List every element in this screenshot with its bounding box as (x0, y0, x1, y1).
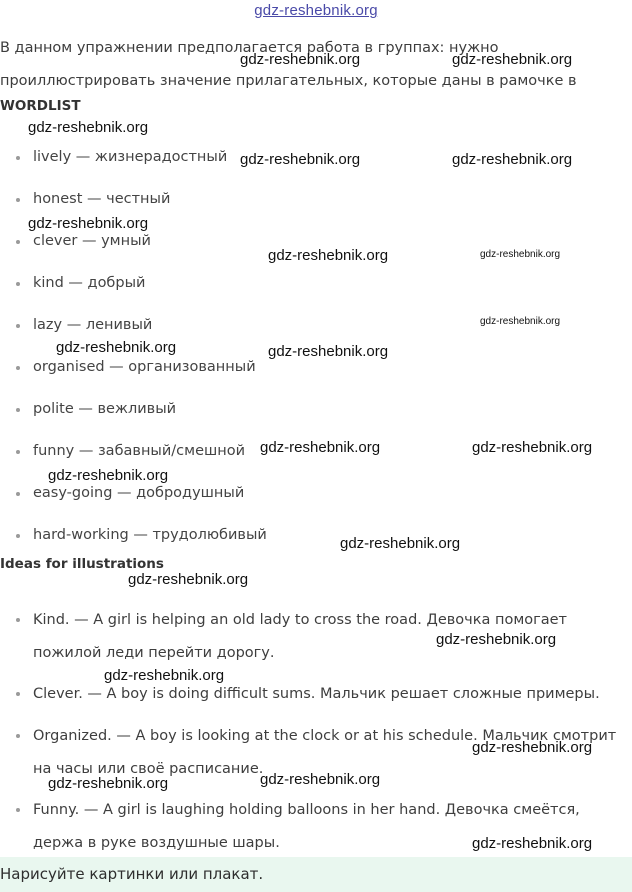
idea-entry: Kind. — A girl is helping an old lady to cross the road. Девочка помогает пожилой леди перейти дорогу. (33, 612, 568, 661)
watermark: gdz-reshebnik.org (452, 51, 573, 68)
list-item (0, 356, 632, 398)
watermark: gdz-reshebnik.org (472, 439, 593, 456)
word-entry: lively — жизнерадостный (33, 149, 228, 165)
watermark: gdz-reshebnik.org (472, 739, 593, 756)
watermark: gdz-reshebnik.org (436, 631, 557, 648)
watermark: gdz-reshebnik.org (268, 247, 389, 264)
bullet-icon (16, 156, 20, 160)
word-entry: lazy — ленивый (33, 317, 153, 333)
watermark: gdz-reshebnik.org (260, 771, 381, 788)
bullet-icon (16, 240, 20, 244)
watermark: gdz-reshebnik.org (260, 439, 381, 456)
bullet-icon (16, 534, 20, 538)
watermark: gdz-reshebnik.org (104, 667, 225, 684)
bullet-icon (16, 366, 20, 370)
bullet-icon (16, 492, 20, 496)
watermark: gdz-reshebnik.org (128, 571, 249, 588)
watermark: gdz-reshebnik.org (48, 467, 169, 484)
watermark: gdz-reshebnik.org (28, 119, 149, 136)
word-entry: kind — добрый (33, 275, 146, 291)
watermark: gdz-reshebnik.org (240, 151, 361, 168)
bullet-icon (16, 408, 20, 412)
bullet-icon (16, 808, 20, 812)
bullet-icon (16, 450, 20, 454)
word-entry: organised — организованный (33, 359, 256, 375)
wordlist-heading: WORDLIST (0, 98, 81, 114)
bullet-icon (16, 618, 20, 622)
idea-entry: Clever. — A boy is doing difficult sums. Мальчик решает сложные примеры. (33, 686, 600, 702)
word-entry: hard-working — трудолюбивый (33, 527, 267, 543)
watermark: gdz-reshebnik.org (472, 835, 593, 852)
word-entry: clever — умный (33, 233, 151, 249)
word-entry: polite — вежливый (33, 401, 177, 417)
watermark: gdz-reshebnik.org (240, 51, 361, 68)
watermark: gdz-reshebnik.org (56, 339, 177, 356)
watermark: gdz-reshebnik.org (268, 343, 389, 360)
bullet-icon (16, 282, 20, 286)
idea-entry: Organized. — A boy is looking at the clock or at his schedule. Мальчик смотрит на часы или своё расписание. (33, 728, 617, 777)
bullet-icon (16, 324, 20, 328)
list-item (0, 482, 632, 524)
watermark: gdz-reshebnik.org (452, 151, 573, 168)
bullet-icon (16, 692, 20, 696)
word-entry: easy-going — добродушный (33, 485, 245, 501)
watermark: gdz-reshebnik.org (480, 316, 561, 327)
idea-entry: Funny. — A girl is laughing holding balloons in her hand. Девочка смеётся, держа в руке воздушные шары. (33, 802, 580, 851)
watermark: gdz-reshebnik.org (480, 249, 561, 260)
footer-note (0, 857, 632, 892)
site-header-link[interactable]: gdz-reshebnik.org (254, 2, 378, 19)
list-item (0, 272, 632, 314)
watermark: gdz-reshebnik.org (340, 535, 461, 552)
bullet-icon (16, 734, 20, 738)
footer-text: Нарисуйте картинки или плакат. (0, 865, 264, 883)
word-entry: honest — честный (33, 191, 171, 207)
watermark: gdz-reshebnik.org (28, 215, 149, 232)
watermark: gdz-reshebnik.org (48, 775, 169, 792)
list-item (0, 398, 632, 440)
ideas-heading: Ideas for illustrations (0, 556, 164, 572)
word-entry: funny — забавный/смешной (33, 443, 246, 459)
bullet-icon (16, 198, 20, 202)
intro-paragraph: В данном упражнении предполагается работа в группах: нужно проиллюстрировать значение прилагательных, которые даны в рамочке в (0, 40, 577, 89)
list-item (0, 678, 632, 720)
